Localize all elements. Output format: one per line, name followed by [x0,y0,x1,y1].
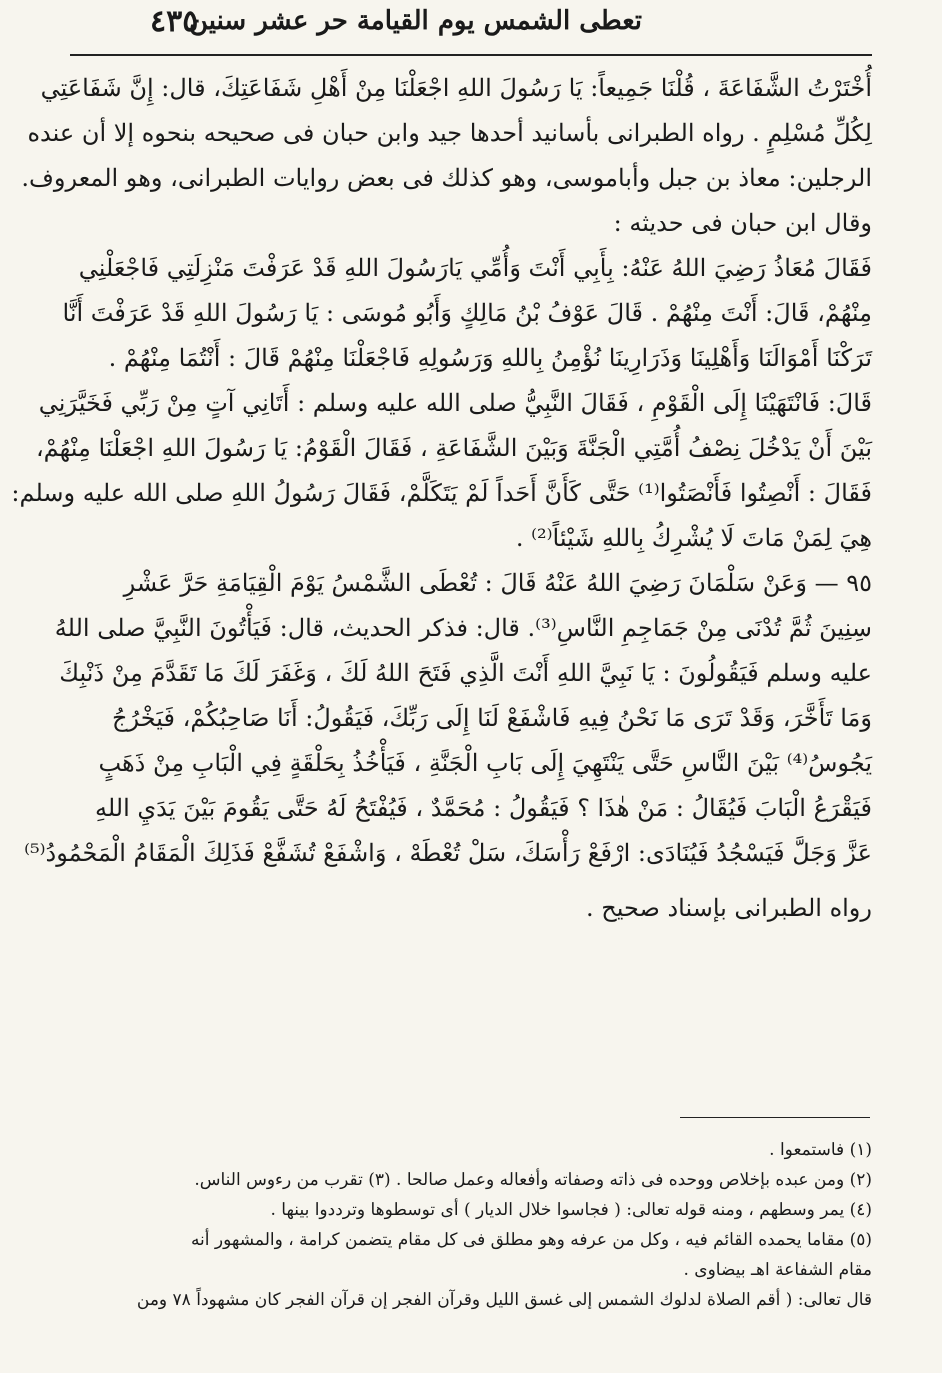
footnote: (٤) يمر وسطهم ، ومنه قوله تعالى: ( فجاسوا خلال الديار ) أى توسطوها وترددوا بينها . [270,1200,872,1220]
footnote: (٥) مقاما يحمده القائم فيه ، وكل من عرفه وهو مطلق فى كل مقام يتضمن كرامة ، والمشهور أنه [190,1230,872,1250]
text-line: سِنِينَ ثُمَّ تُدْنَى مِنْ جَمَاجِمِ النَّاسِ⁽³⁾. قال: فذكر الحديث، قال: فَيَأْتُونَ النَّبِيَّ صلى اللهُ [54,614,872,642]
text-line: ٩٥ — وَعَنْ سَلْمَانَ رَضِيَ اللهُ عَنْهُ قَالَ : تُعْطَى الشَّمْسُ يَوْمَ الْقِيَامَةِ حَرَّ عَشْرِ [123,569,872,597]
text-line: وقال ابن حبان فى حديثه : [613,209,872,237]
text-line: فَقَالَ مُعَاذُ رَضِيَ اللهُ عَنْهُ: بِأَبِي أَنْتَ وَأُمِّي يَارَسُولَ اللهِ قَدْ عَرَفْتَ مَنْزِلَتِي فَاجْعَلْنِي [78,254,872,282]
text-line: تَرَكْنَا أَمْوَالَنَا وَأَهْلِينَا وَذَرَارِينَا نُؤْمِنُ بِاللهِ وَرَسُولِهِ فَاجْعَلْنَا مِنْهُمْ قَالَ : أَنْتُمَا مِنْهُمْ . [108,344,872,372]
footnote: (٢) ومن عبده بإخلاص ووحده فى ذاته وصفاته وأفعاله وعمل صالحا . (٣) تقرب من رءوس الناس. [194,1170,872,1190]
text-line: قَالَ: فَانْتَهَيْنَا إِلَى الْقَوْمِ ، فَقَالَ النَّبِيُّ صلى الله عليه وسلم : أَتَانِي آتٍ مِنْ رَبِّي فَخَيَّرَنِي [38,389,872,417]
text-line: الرجلين: معاذ بن جبل وأباموسى، وهو كذلك فى بعض روايات الطبرانى، وهو المعروف. [21,164,872,192]
footnote: مقام الشفاعة اهـ بيضاوى . [683,1260,872,1280]
text-line: عليه وسلم فَيَقُولُونَ : يَا نَبِيَّ اللهِ أَنْتَ الَّذِي فَتَحَ اللهُ لَكَ ، وَغَفَرَ لَكَ مَا تَقَدَّمَ مِنْ ذَنْبِكَ [59,659,872,687]
page-number: ٤٣٥ [150,4,199,39]
text-line: وَمَا تَأَخَّرَ، وَقَدْ تَرَى مَا نَحْنُ فِيهِ فَاشْفَعْ لَنَا إِلَى رَبِّكَ، فَيَقُولُ: أَنَا صَاحِبُكُمْ، فَيَخْرُجُ [112,704,872,732]
main-text [11,66,872,931]
text-line: مِنْهُمْ، قَالَ: أَنْتَ مِنْهُمْ . قَالَ عَوْفُ بْنُ مَالِكٍ وَأَبُو مُوسَى : يَا رَسُولَ اللهِ قَدْ عَرَفْتَ أَنَّا [62,299,872,327]
text-line: بَيْنَ أَنْ يَدْخُلَ نِصْفُ أُمَّتِي الْجَنَّةَ وَبَيْنَ الشَّفَاعَةِ ، فَقَالَ الْقَوْمُ: يَا رَسُولَ اللهِ اجْعَلْنَا مِنْهُمْ، [35,434,872,462]
text-line: أُخْتَرْتُ الشَّفَاعَةَ ، قُلْنَا جَمِيعاً: يَا رَسُولَ اللهِ اجْعَلْنَا مِنْ أَهْلِ شَفَاعَتِكَ، قال: إِنَّ شَفَاعَتِي [40,74,872,102]
running-title: تعطى الشمس يوم القيامة حر عشر سنين [188,6,642,36]
footnote: قال تعالى: ( أقم الصلاة لدلوك الشمس إلى غسق الليل وقرآن الفجر إن قرآن الفجر كان مشهوداً ٧٨ ومن [136,1290,872,1310]
page-header [70,0,872,58]
footnote-divider [680,1117,870,1118]
text-line: يَجُوسُ⁽⁴⁾ بَيْنَ النَّاسِ حَتَّى يَنْتَهِيَ إِلَى بَابِ الْجَنَّةِ ، فَيَأْخُذُ بِحَلْقَةٍ فِي الْبَابِ مِنْ ذَهَبٍ [98,749,872,777]
footnote: (١) فاستمعوا . [769,1140,872,1160]
text-line: هِيَ لِمَنْ مَاتَ لَا يُشْرِكُ بِاللهِ شَيْئاً⁽²⁾ . [515,524,872,552]
text-line: لِكُلِّ مُسْلِمٍ . رواه الطبرانى بأسانيد أحدها جيد وابن حبان فى صحيحه بنحوه إلا أن عنده [27,119,872,147]
text-line: عَزَّ وَجَلَّ فَيَسْجُدُ فَيُنَادَى: ارْفَعْ رَأْسَكَ، سَلْ تُعْطَهْ ، وَاشْفَعْ تُشَفَّعْ فَذَلِكَ الْمَقَامُ الْمَحْمُودُ⁽⁵⁾ [24,839,872,867]
text-line: فَيَقْرَعُ الْبَابَ فَيُقَالُ : مَنْ هٰذَا ؟ فَيَقُولُ : مُحَمَّدٌ ، فَيُفْتَحُ لَهُ حَتَّى يَقُومَ بَيْنَ يَدَيِ اللهِ [94,794,872,822]
header-divider [70,54,872,56]
text-line: رواه الطبرانى بإسناد صحيح . [585,894,872,922]
text-line: فَقَالَ : أَنْصِتُوا فَأَنْصَتُوا⁽¹⁾ حَتَّى كَأَنَّ أَحَداً لَمْ يَتَكَلَّمْ، فَقَالَ رَسُولُ اللهِ صلى الله عليه وسلم: [11,479,872,507]
footnotes [116,1135,872,1315]
